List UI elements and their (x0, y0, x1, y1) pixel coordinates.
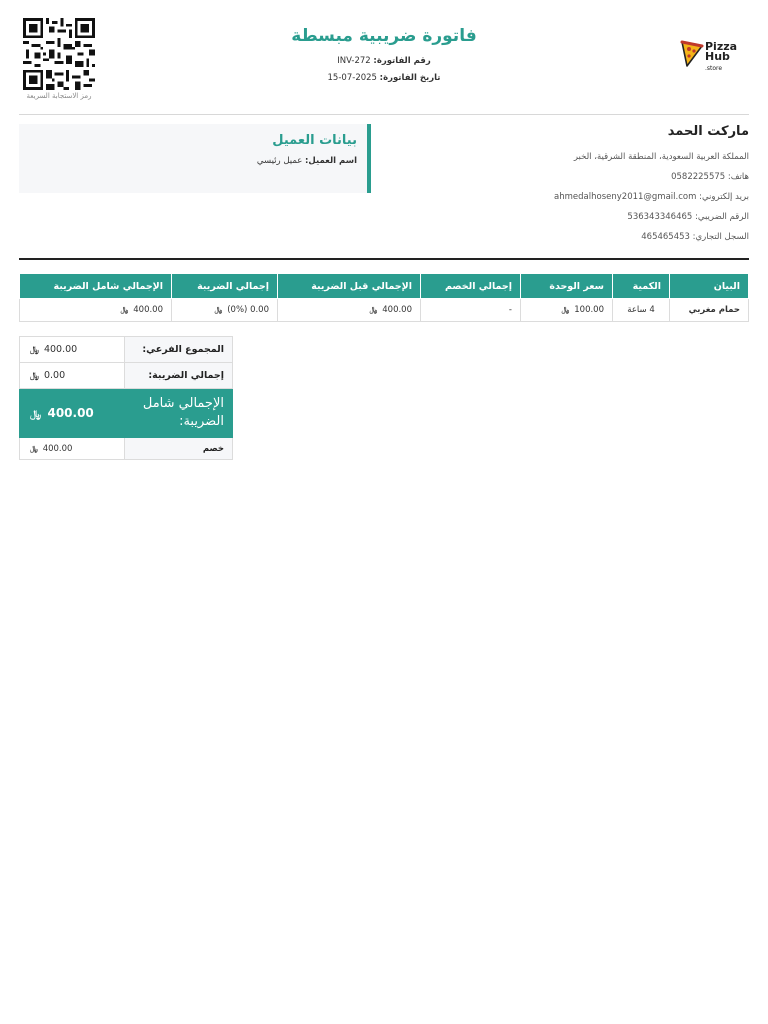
header-divider (19, 114, 749, 115)
qr-block (20, 18, 98, 100)
tax-row (20, 363, 233, 389)
col-header-grand-total: الإجمالي شامل الضريبة (20, 274, 172, 299)
riyal-symbol-icon: ﷼ (561, 305, 570, 314)
invoice-number-line (219, 56, 549, 66)
cell-tax-total: 0.00 (0%) ﷼ (172, 299, 278, 322)
customer-name: عميل رئيسي (256, 156, 303, 166)
riyal-symbol-icon: ﷼ (214, 305, 223, 314)
items-header-row (20, 274, 749, 299)
customer-info (19, 124, 371, 193)
riyal-symbol-icon: ﷼ (30, 443, 38, 453)
invoice-number-label: رقم الفاتورة: (373, 56, 431, 66)
invoice-number: INV-272 (337, 56, 371, 66)
table-row (20, 299, 749, 322)
totals-table (19, 336, 233, 460)
tax-total-label: إجمالي الضريبة: (125, 363, 233, 389)
cell-pre-tax-total: 400.00 ﷼ (278, 299, 421, 322)
qr-caption: رمز الاستجابة السريعة (26, 92, 92, 100)
cell-quantity: 4 ساعة (613, 299, 670, 322)
riyal-symbol-icon: ﷼ (30, 371, 39, 380)
logo-text: Pizza Hub .store (705, 40, 738, 72)
subtotal-value: ﷼ 400.00 (20, 337, 125, 363)
section-divider (19, 258, 749, 260)
riyal-symbol-icon: ﷼ (120, 305, 129, 314)
seller-info (409, 124, 749, 252)
discount-label: خصم (125, 438, 233, 460)
cell-unit-price: 100.00 ﷼ (521, 299, 613, 322)
subtotal-label: المجموع الفرعي: (125, 337, 233, 363)
discount-row (20, 438, 233, 460)
riyal-symbol-icon: ﷼ (30, 408, 42, 420)
qr-code-icon (22, 18, 96, 90)
customer-name-label: اسم العميل: (305, 156, 357, 166)
items-table (19, 273, 749, 322)
customer-name-line (19, 156, 357, 166)
riyal-symbol-icon: ﷼ (30, 345, 39, 354)
tax-total-value: ﷼ 0.00 (20, 363, 125, 389)
cell-discount: - (421, 299, 521, 322)
invoice-date-label: تاريخ الفاتورة: (379, 73, 441, 83)
col-header-discount: إجمالي الخصم (421, 274, 521, 299)
riyal-symbol-icon: ﷼ (369, 305, 378, 314)
pizza-hub-logo (679, 38, 741, 72)
pizza-slice-icon (679, 38, 705, 68)
col-header-tax-total: إجمالي الضريبة (172, 274, 278, 299)
grand-total-value: ﷼ 400.00 (20, 389, 125, 438)
seller-email: بريد إلكتروني: ahmedalhoseny2011@gmail.com (554, 192, 749, 202)
customer-section-title: بيانات العميل (272, 133, 357, 148)
invoice-date: 2025-07-15 (327, 73, 377, 83)
seller-cr-number: السجل التجاري: 465465453 (641, 232, 749, 242)
cell-grand-total: 400.00 ﷼ (20, 299, 172, 322)
invoice-header (219, 26, 549, 83)
col-header-quantity: الكمية (613, 274, 670, 299)
grand-total-row (20, 389, 233, 438)
col-header-unit-price: سعر الوحدة (521, 274, 613, 299)
seller-phone: هاتف: 0582225575 (671, 172, 749, 182)
col-header-pre-tax-total: الإجمالي قبل الضريبة (278, 274, 421, 299)
col-header-description: البيان (670, 274, 749, 299)
seller-address: المملكة العربية السعودية، المنطقة الشرقية، الخبر (573, 152, 749, 162)
discount-value: ﷼ 400.00 (20, 438, 125, 460)
subtotal-row (20, 337, 233, 363)
seller-name: ماركت الحمد (667, 124, 749, 139)
seller-tax-number: الرقم الضريبي: 536343346465 (627, 212, 749, 222)
grand-total-label: الإجمالي شامل الضريبة: (125, 389, 233, 438)
invoice-date-line (219, 73, 549, 83)
cell-description: حمام مغربي (670, 299, 749, 322)
invoice-title: فاتورة ضريبية مبسطة (291, 26, 477, 46)
